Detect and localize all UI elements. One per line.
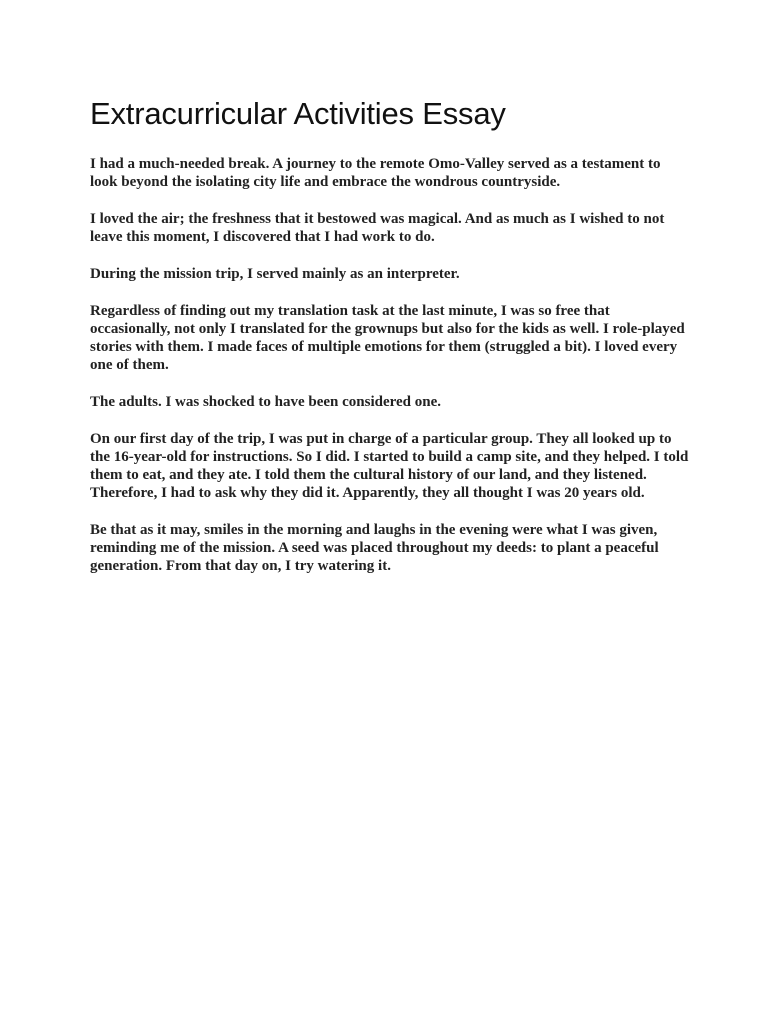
paragraph-3: During the mission trip, I served mainly as an interpreter. — [90, 266, 460, 282]
document-title: Extracurricular Activities Essay — [90, 96, 506, 131]
paragraph-5: The adults. I was shocked to have been considered one. — [90, 394, 442, 410]
paragraph-7: Be that as it may, smiles in the morning and laughs in the evening were what I was given, reminding me of the mission. A seed was placed throughout my deeds: to plant a peaceful generation. From that day on, I try watering it. — [90, 522, 659, 574]
paragraph-1: I had a much-needed break. A journey to the remote Omo-Valley served as a testament to look beyond the isolating city life and embrace the wondrous countryside. — [90, 156, 661, 190]
paragraph-4: Regardless of finding out my translation task at the last minute, I was so free that occasionally, not only I translated for the grownups but also for the kids as well. I role-played stories with them. I made faces of multiple emotions for them (struggled a bit). I loved every one of them. — [90, 303, 685, 373]
paragraph-2: I loved the air; the freshness that it bestowed was magical. And as much as I wished to not leave this moment, I discovered that I had work to do. — [90, 211, 665, 245]
essay-body — [90, 155, 690, 594]
paragraph-6: On our first day of the trip, I was put in charge of a particular group. They all looked up to the 16-year-old for instructions. So I did. I started to build a camp site, and they helped. I told them to eat, and they ate. I told them the cultural history of our land, and they listened. Therefore, I had to ask why they did it. Apparently, they all thought I was 20 years old. — [90, 431, 689, 501]
